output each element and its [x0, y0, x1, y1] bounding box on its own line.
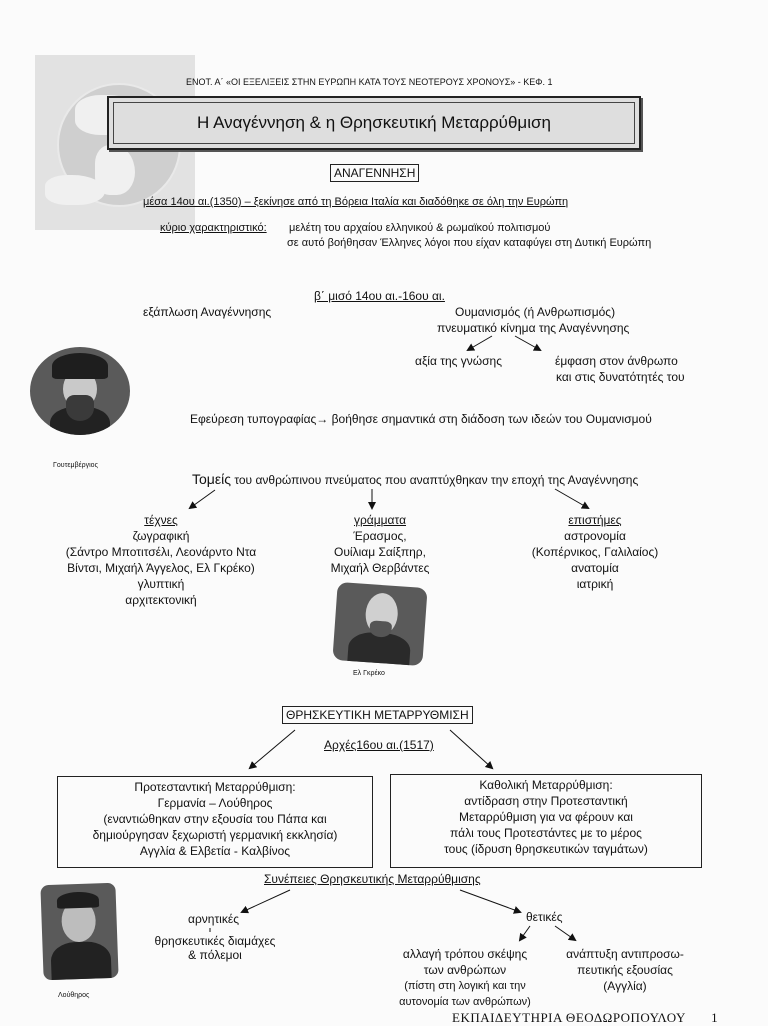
arts-item: ζωγραφική	[132, 529, 190, 543]
page-title: Η Αναγέννηση & η Θρησκευτική Μεταρρύθμιση	[197, 113, 551, 132]
sciences-item: ιατρική	[576, 577, 614, 591]
emphasis-on-man-line2: και στις δυνατότητές του	[556, 370, 685, 384]
spread-label: εξάπλωση Αναγέννησης	[143, 305, 272, 319]
negative-detail-line: θρησκευτικές διαμάχες	[154, 934, 276, 948]
protestant-line: Γερμανία – Λούθηρος	[157, 796, 273, 810]
catholic-line: Μεταρρύθμιση για να φέρουν και	[459, 810, 633, 824]
arrow-to-negative	[242, 890, 290, 912]
sciences-item: ανατομία	[571, 561, 619, 575]
arts-heading: τέχνες	[144, 513, 178, 527]
positive-representation-line: ανάπτυξη αντιπροσω-	[566, 947, 684, 961]
arts-item: (Σάντρο Μποτιτσέλι, Λεονάρντο Ντα	[65, 545, 257, 559]
printing-invention: Εφεύρεση τυπογραφίας→ βοήθησε σημαντικά στη διάδοση των ιδεών του Ουμανισμού	[190, 412, 652, 426]
emphasis-on-man-line1: έμφαση στον άνθρωπο	[555, 354, 678, 368]
sciences-heading: επιστήμες	[568, 513, 622, 527]
catholic-line: αντίδραση στην Προτεσταντική	[464, 794, 628, 808]
protestant-line: Αγγλία & Ελβετία - Καλβίνος	[139, 844, 291, 858]
protestant-line: Προτεσταντική Μεταρρύθμιση:	[134, 780, 296, 794]
arrow-to-value-knowledge	[468, 336, 492, 350]
main-feature-label: κύριο χαρακτηριστικό:	[160, 222, 267, 234]
arrow-to-catholic	[450, 730, 492, 768]
renaissance-period: β΄ μισό 14ου αι.-16ου αι.	[314, 289, 445, 303]
arrow-to-positive	[460, 890, 520, 912]
negative-detail-line: & πόλεμοι	[188, 948, 242, 962]
positive-representation-line: πευτικής εξουσίας	[577, 963, 673, 977]
positive-thinking-line: των ανθρώπων	[423, 963, 507, 977]
arrow-to-emphasis	[515, 336, 540, 350]
arts-item: γλυπτική	[137, 577, 185, 591]
arrow-to-sciences	[555, 489, 588, 508]
gutenberg-caption: Γουτεμβέργιος	[53, 462, 98, 469]
unit-line: ΕΝΟΤ. Α΄ «ΟΙ ΕΞΕΛΙΞΕΙΣ ΣΤΗΝ ΕΥΡΩΠΗ ΚΑΤΑ ΤΟΥΣ ΝΕΟΤΕΡΟΥΣ ΧΡΟΝΟΥΣ» - ΚΕΦ. 1	[186, 77, 553, 87]
letters-item: Ουίλιαμ Σαίξπηρ,	[334, 545, 426, 559]
protestant-line: (εναντιώθηκαν στην εξουσία του Πάπα και	[103, 812, 327, 826]
arts-item: Βίντσι, Μιχαήλ Άγγελος, Ελ Γκρέκο)	[67, 561, 255, 575]
renaissance-heading: ΑΝΑΓΕΝΝΗΣΗ	[330, 164, 419, 182]
luther-caption: Λούθηρος	[58, 992, 90, 999]
el-greco-caption: Ελ Γκρέκο	[353, 670, 385, 677]
catholic-line: τους (ίδρυση θρησκευτικών ταγμάτων)	[444, 842, 648, 856]
catholic-line: πάλι τους Προτεστάντες με το μέρος	[450, 826, 642, 840]
positive-label: θετικές	[526, 910, 563, 924]
reformation-heading: ΘΡΗΣΚΕΥΤΙΚΗ ΜΕΤΑΡΡΥΘΜΙΣΗ	[282, 706, 473, 724]
positive-representation-line: (Αγγλία)	[603, 979, 647, 993]
negative-label: αρνητικές	[188, 912, 239, 926]
humanism-description: πνευματικό κίνημα της Αναγέννησης	[437, 321, 630, 335]
protestant-line: δημιούργησαν ξεχωριστή γερμανική εκκλησία)	[92, 828, 338, 842]
arrow-to-arts	[190, 490, 215, 508]
footer-author: ΕΚΠΑΙΔΕΥΤΗΡΙΑ ΘΕΟΔΩΡΟΠΟΥΛΟΥ	[452, 1010, 686, 1025]
positive-thinking-line: αλλαγή τρόπου σκέψης	[402, 947, 528, 961]
arrow-to-positive-thinking	[520, 926, 530, 940]
catholic-line: Καθολική Μεταρρύθμιση:	[479, 778, 613, 792]
main-feature-text: μελέτη του αρχαίου ελληνικού & ρωμαϊκού πολιτισμού	[289, 222, 551, 234]
renaissance-start-line: μέσα 14ου αι.(1350) – ξεκίνησε από τη Βόρεια Ιταλία και διαδόθηκε σε όλη την Ευρώπη	[143, 196, 569, 208]
letters-item: Έρασμος,	[353, 529, 407, 543]
consequences-heading: Συνέπειες Θρησκευτικής Μεταρρύθμισης	[264, 872, 481, 886]
reformation-date: Αρχές16ου αι.(1517)	[324, 738, 434, 752]
arrow-to-protestant	[250, 730, 295, 768]
fields-text: του ανθρώπινου πνεύματος που αναπτύχθηκαν την εποχή της Αναγέννησης	[234, 473, 639, 487]
helped-text: σε αυτό βοήθησαν Έλληνες λόγοι που είχαν καταφύγει στη Δυτική Ευρώπη	[287, 237, 652, 249]
page-number: 1	[711, 1010, 719, 1025]
letters-item: Μιχαήλ Θερβάντες	[330, 561, 430, 575]
value-of-knowledge: αξία της γνώσης	[415, 354, 503, 368]
fields-prefix: Τομείς	[192, 471, 231, 487]
arts-item: αρχιτεκτονική	[125, 593, 197, 607]
positive-thinking-line: (πίστη στη λογική και την	[404, 980, 526, 992]
sciences-item: αστρονομία	[564, 529, 626, 543]
humanism-label: Ουμανισμός (ή Ανθρωπισμός)	[455, 305, 616, 319]
sciences-item: (Κοπέρνικος, Γαλιλαίος)	[531, 545, 659, 559]
arrow-to-positive-representation	[555, 926, 575, 940]
letters-heading: γράμματα	[353, 513, 407, 527]
positive-thinking-line: αυτονομία των ανθρώπων)	[399, 996, 531, 1008]
